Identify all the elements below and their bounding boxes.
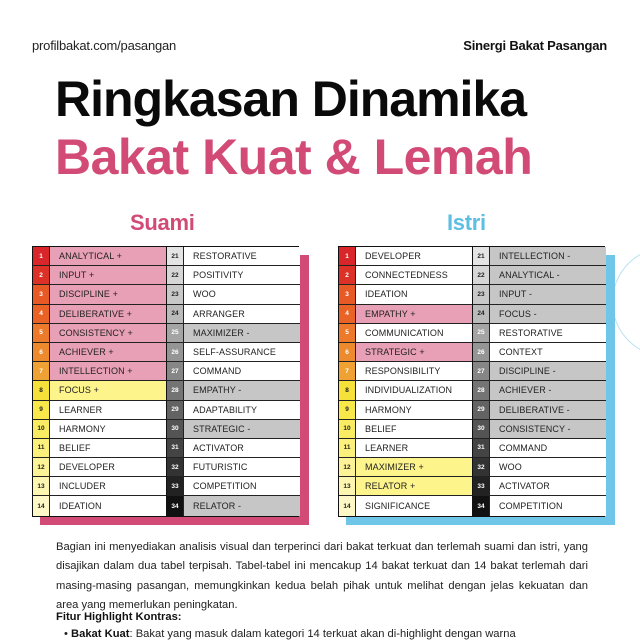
istri-talent-table xyxy=(338,246,605,517)
talent-row xyxy=(473,381,606,400)
talent-row xyxy=(167,343,300,362)
talent-name: FOCUS + xyxy=(59,385,99,396)
talent-name: COMMAND xyxy=(499,442,548,453)
rank-number: 28 xyxy=(473,381,490,399)
rank-number: 10 xyxy=(339,420,356,438)
talent-name: ANALYTICAL + xyxy=(59,251,122,262)
talent-name: WOO xyxy=(193,289,216,300)
rank-number: 33 xyxy=(473,477,490,495)
suami-top-column xyxy=(33,247,166,516)
talent-row xyxy=(167,324,300,343)
talent-row xyxy=(473,285,606,304)
talent-row xyxy=(339,266,472,285)
talent-name: RELATOR - xyxy=(193,501,242,512)
talent-name: CONSISTENCY + xyxy=(59,327,133,338)
talent-row xyxy=(33,343,166,362)
talent-row xyxy=(33,477,166,496)
talent-name: MAXIMIZER + xyxy=(365,462,424,473)
rank-number: 34 xyxy=(167,496,184,515)
rank-number: 5 xyxy=(339,324,356,342)
talent-row xyxy=(33,401,166,420)
talent-name: EMPATHY - xyxy=(193,385,242,396)
rank-number: 28 xyxy=(167,381,184,399)
rank-number: 31 xyxy=(167,439,184,457)
talent-name: STRATEGIC + xyxy=(365,347,425,358)
talent-row xyxy=(33,458,166,477)
rank-number: 9 xyxy=(339,401,356,419)
rank-number: 27 xyxy=(167,362,184,380)
talent-row xyxy=(33,266,166,285)
talent-row xyxy=(33,420,166,439)
talent-name: ACHIEVER + xyxy=(59,347,114,358)
talent-row xyxy=(167,266,300,285)
rank-number: 34 xyxy=(473,496,490,515)
talent-name: RESTORATIVE xyxy=(193,251,257,262)
talent-row xyxy=(473,343,606,362)
talent-row xyxy=(339,362,472,381)
talent-row xyxy=(33,496,166,515)
talent-name: RESTORATIVE xyxy=(499,327,563,338)
talent-name: DELIBERATIVE - xyxy=(499,404,570,415)
talent-row xyxy=(473,247,606,266)
rank-number: 30 xyxy=(167,420,184,438)
bullet-strong-talent: • Bakat Kuat: Bakat yang masuk dalam kategori 14 terkuat akan di-highlight dengan warna xyxy=(64,628,516,640)
istri-top-column xyxy=(339,247,472,516)
brand-label: Sinergi Bakat Pasangan xyxy=(463,38,607,53)
rank-number: 6 xyxy=(33,343,50,361)
rank-number: 11 xyxy=(339,439,356,457)
talent-row xyxy=(167,420,300,439)
talent-row xyxy=(473,420,606,439)
talent-row xyxy=(167,285,300,304)
rank-number: 8 xyxy=(33,381,50,399)
rank-number: 8 xyxy=(339,381,356,399)
talent-name: LEARNER xyxy=(59,404,103,415)
rank-number: 33 xyxy=(167,477,184,495)
talent-row xyxy=(339,439,472,458)
talent-row xyxy=(339,247,472,266)
rank-number: 7 xyxy=(33,362,50,380)
talent-row xyxy=(339,324,472,343)
rank-number: 32 xyxy=(167,458,184,476)
talent-row xyxy=(167,401,300,420)
rank-number: 3 xyxy=(339,285,356,303)
highlight-subheading: Fitur Highlight Kontras: xyxy=(56,611,182,623)
talent-name: DISCIPLINE + xyxy=(59,289,118,300)
talent-name: RESPONSIBILITY xyxy=(365,366,441,377)
rank-number: 14 xyxy=(33,496,50,515)
rank-number: 5 xyxy=(33,324,50,342)
talent-name: COMPETITION xyxy=(499,501,563,512)
description-paragraph: Bagian ini menyediakan analisis visual dan terperinci dari bakat terkuat dan terlemah suami dan istri, yang disajikan dalam dua tabel terpisah. Tabel-tabel ini mencakup 14 bakat terkuat dan 14 bakat terlemah dari masing-masing pasangan, memungkinkan kedua belah pihak untuk melihat dengan jelas kekuatan dan area yang memerlukan peningkatan. xyxy=(56,541,588,611)
rank-number: 25 xyxy=(473,324,490,342)
talent-name: WOO xyxy=(499,462,522,473)
talent-name: INTELLECTION + xyxy=(59,366,133,377)
rank-number: 10 xyxy=(33,420,50,438)
talent-name: SELF-ASSURANCE xyxy=(193,347,276,358)
talent-name: FUTURISTIC xyxy=(193,462,248,473)
talent-row xyxy=(339,343,472,362)
rank-number: 4 xyxy=(33,305,50,323)
talent-row xyxy=(33,247,166,266)
talent-name: CONTEXT xyxy=(499,347,543,358)
talent-name: DEVELOPER xyxy=(59,462,115,473)
rank-number: 24 xyxy=(167,305,184,323)
rank-number: 6 xyxy=(339,343,356,361)
talent-row xyxy=(473,458,606,477)
talent-row xyxy=(339,305,472,324)
talent-row xyxy=(473,496,606,515)
talent-row xyxy=(167,439,300,458)
rank-number: 29 xyxy=(167,401,184,419)
rank-number: 26 xyxy=(473,343,490,361)
istri-bottom-column xyxy=(472,247,606,516)
talent-name: LEARNER xyxy=(365,442,409,453)
talent-row xyxy=(473,266,606,285)
talent-name: DISCIPLINE - xyxy=(499,366,556,377)
suami-heading: Suami xyxy=(130,210,195,235)
rank-number: 13 xyxy=(339,477,356,495)
talent-row xyxy=(473,401,606,420)
talent-row xyxy=(167,362,300,381)
rank-number: 13 xyxy=(33,477,50,495)
talent-name: INPUT - xyxy=(499,289,533,300)
talent-name: ADAPTABILITY xyxy=(193,404,258,415)
talent-name: STRATEGIC - xyxy=(193,423,251,434)
rank-number: 4 xyxy=(339,305,356,323)
rank-number: 31 xyxy=(473,439,490,457)
talent-name: EMPATHY + xyxy=(365,308,416,319)
talent-name: MAXIMIZER - xyxy=(193,327,250,338)
talent-row xyxy=(33,305,166,324)
decorative-circle xyxy=(612,247,640,357)
rank-number: 32 xyxy=(473,458,490,476)
rank-number: 29 xyxy=(473,401,490,419)
talent-name: COMPETITION xyxy=(193,481,257,492)
talent-row xyxy=(339,401,472,420)
talent-name: COMMAND xyxy=(193,366,242,377)
talent-row xyxy=(339,381,472,400)
site-url[interactable]: profilbakat.com/pasangan xyxy=(32,38,177,53)
talent-row xyxy=(473,362,606,381)
talent-name: ACTIVATOR xyxy=(499,481,550,492)
rank-number: 11 xyxy=(33,439,50,457)
rank-number: 22 xyxy=(473,266,490,284)
talent-name: INPUT + xyxy=(59,270,95,281)
talent-row xyxy=(473,324,606,343)
talent-name: ARRANGER xyxy=(193,308,245,319)
talent-row xyxy=(339,458,472,477)
talent-name: ACHIEVER - xyxy=(499,385,552,396)
rank-number: 26 xyxy=(167,343,184,361)
page-subtitle: Bakat Kuat & Lemah xyxy=(55,129,533,185)
suami-talent-table xyxy=(32,246,299,517)
talent-row xyxy=(339,477,472,496)
talent-name: INTELLECTION - xyxy=(499,251,571,262)
rank-number: 1 xyxy=(33,247,50,265)
rank-number: 1 xyxy=(339,247,356,265)
talent-name: POSITIVITY xyxy=(193,270,244,281)
talent-row xyxy=(167,458,300,477)
talent-row xyxy=(339,496,472,515)
talent-name: COMMUNICATION xyxy=(365,327,444,338)
talent-name: BELIEF xyxy=(365,423,397,434)
talent-row xyxy=(33,439,166,458)
suami-bottom-column xyxy=(166,247,300,516)
talent-name: ANALYTICAL - xyxy=(499,270,560,281)
talent-name: IDEATION xyxy=(365,289,408,300)
rank-number: 23 xyxy=(473,285,490,303)
talent-name: HARMONY xyxy=(365,404,412,415)
rank-number: 21 xyxy=(167,247,184,265)
rank-number: 12 xyxy=(33,458,50,476)
talent-name: CONSISTENCY - xyxy=(499,423,571,434)
talent-row xyxy=(473,477,606,496)
rank-number: 2 xyxy=(33,266,50,284)
talent-row xyxy=(167,477,300,496)
rank-number: 3 xyxy=(33,285,50,303)
rank-number: 14 xyxy=(339,496,356,515)
page-title: Ringkasan Dinamika xyxy=(55,71,527,127)
talent-row xyxy=(33,381,166,400)
talent-row xyxy=(167,496,300,515)
talent-row xyxy=(339,285,472,304)
bullet-bold-term: Bakat Kuat xyxy=(71,628,130,640)
talent-row xyxy=(33,285,166,304)
talent-name: CONNECTEDNESS xyxy=(365,270,448,281)
talent-name: RELATOR + xyxy=(365,481,416,492)
rank-number: 21 xyxy=(473,247,490,265)
talent-name: FOCUS - xyxy=(499,308,537,319)
talent-row xyxy=(167,247,300,266)
rank-number: 30 xyxy=(473,420,490,438)
istri-heading: Istri xyxy=(447,210,486,235)
talent-name: BELIEF xyxy=(59,442,91,453)
talent-name: ACTIVATOR xyxy=(193,442,244,453)
talent-row xyxy=(339,420,472,439)
talent-row xyxy=(33,362,166,381)
bullet-text: : Bakat yang masuk dalam kategori 14 terkuat akan di-highlight dengan warna xyxy=(129,628,516,640)
talent-row xyxy=(33,324,166,343)
rank-number: 12 xyxy=(339,458,356,476)
talent-row xyxy=(473,439,606,458)
rank-number: 24 xyxy=(473,305,490,323)
talent-row xyxy=(167,381,300,400)
talent-row xyxy=(167,305,300,324)
talent-name: IDEATION xyxy=(59,501,102,512)
talent-name: INCLUDER xyxy=(59,481,106,492)
rank-number: 23 xyxy=(167,285,184,303)
talent-row xyxy=(473,305,606,324)
talent-name: SIGNIFICANCE xyxy=(365,501,431,512)
rank-number: 9 xyxy=(33,401,50,419)
talent-name: INDIVIDUALIZATION xyxy=(365,385,453,396)
rank-number: 27 xyxy=(473,362,490,380)
rank-number: 25 xyxy=(167,324,184,342)
rank-number: 7 xyxy=(339,362,356,380)
talent-name: HARMONY xyxy=(59,423,106,434)
talent-name: DEVELOPER xyxy=(365,251,421,262)
talent-name: DELIBERATIVE + xyxy=(59,308,133,319)
rank-number: 2 xyxy=(339,266,356,284)
rank-number: 22 xyxy=(167,266,184,284)
